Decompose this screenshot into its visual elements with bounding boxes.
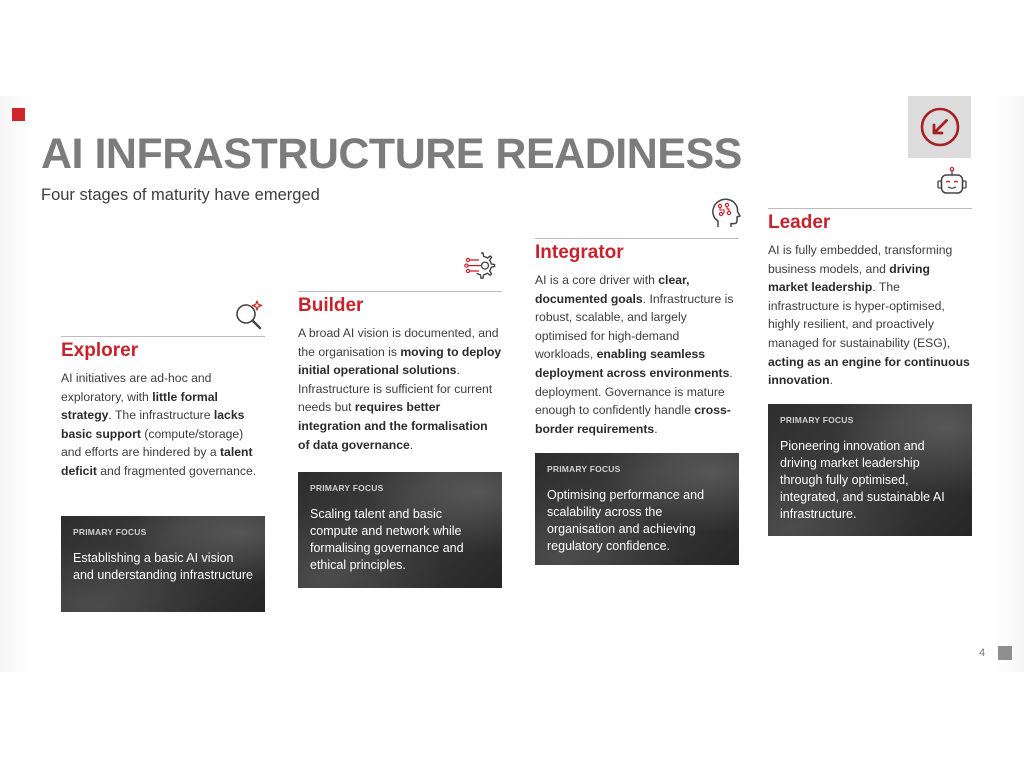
stage-column-builder	[298, 249, 502, 589]
description-text: . The infrastructure is hyper-optimised, highly resilient, and proactively managed for sustainability (ESG),	[768, 280, 951, 350]
primary-focus-card	[768, 404, 972, 536]
arrow-down-left-circle-icon	[919, 106, 961, 148]
primary-focus-text: Establishing a basic AI vision and understanding infrastructure	[73, 551, 253, 582]
primary-focus-card	[298, 472, 502, 588]
description-text: .	[829, 373, 834, 388]
stage-description	[298, 324, 502, 454]
description-text: AI is fully embedded, transforming business models, and	[768, 243, 953, 276]
description-text: .	[409, 437, 414, 452]
description-text: .	[654, 421, 658, 436]
primary-focus-text: Pioneering innovation and driving market leadership through fully optimised, integrated, and sustainable AI infrastructure.	[780, 439, 945, 521]
stage-divider	[535, 238, 739, 239]
description-text: (compute/storage) and efforts are hindered by a	[61, 426, 244, 460]
description-emphasis: talent deficit	[61, 445, 253, 478]
stage-column-explorer	[61, 296, 265, 616]
stage-description	[768, 241, 972, 390]
description-emphasis: cross-border requirements	[535, 403, 731, 436]
page-number: 4	[979, 647, 986, 659]
primary-focus-card	[61, 516, 265, 612]
stage-divider	[298, 291, 502, 292]
description-emphasis: little formal strategy	[61, 389, 218, 423]
stage-divider	[768, 208, 972, 209]
description-emphasis: acting as an engine for continuous innovation	[768, 354, 970, 388]
accent-square	[12, 108, 25, 121]
description-emphasis: lacks basic support	[61, 408, 245, 441]
primary-focus-label: PRIMARY FOCUS	[780, 415, 854, 425]
description-text: AI initiatives are ad-hoc and exploratory, with	[61, 371, 212, 404]
stage-title: Integrator	[535, 242, 624, 263]
gear-circuit-icon	[464, 249, 498, 283]
page-subtitle: Four stages of maturity have emerged	[41, 186, 320, 204]
stage-column-integrator	[535, 196, 739, 566]
stage-divider	[61, 336, 265, 337]
description-text: . The infrastructure	[108, 408, 214, 423]
primary-focus-text: Optimising performance and scalability across the organisation and achieving regulatory confidence.	[547, 488, 705, 553]
stage-title: Explorer	[61, 340, 139, 361]
description-emphasis: clear, documented goals	[535, 273, 690, 306]
page-title: AI INFRASTRUCTURE READINESS	[41, 130, 742, 178]
head-circuit-icon	[708, 196, 742, 230]
stage-description	[535, 271, 739, 438]
back-button[interactable]	[908, 96, 971, 158]
stage-title: Builder	[298, 295, 364, 316]
description-emphasis: moving to deploy initial operational solutions	[298, 344, 502, 378]
primary-focus-text: Scaling talent and basic compute and network while formalising governance and ethical principles.	[310, 507, 464, 572]
search-sparkle-icon	[232, 298, 266, 332]
robot-icon	[935, 166, 969, 200]
primary-focus-label: PRIMARY FOCUS	[310, 483, 384, 493]
primary-focus-card	[535, 453, 739, 565]
stage-title: Leader	[768, 212, 831, 233]
page-marker	[998, 646, 1012, 660]
stage-column-leader	[768, 166, 972, 538]
description-text: AI is a core driver with	[535, 273, 659, 287]
description-text: . deployment. Governance is mature enough to confidently handle	[535, 365, 733, 418]
primary-focus-label: PRIMARY FOCUS	[547, 464, 621, 474]
stage-description	[61, 369, 265, 481]
description-text: . Infrastructure is robust, scalable, and largely optimised for high-demand workloads,	[535, 291, 734, 362]
primary-focus-label: PRIMARY FOCUS	[73, 527, 147, 537]
description-text: . Infrastructure is sufficient for current needs but	[298, 363, 493, 415]
description-emphasis: enabling seamless deployment across environments	[535, 347, 730, 380]
description-emphasis: requires better integration and the formalisation of data governance	[298, 400, 488, 452]
description-text: and fragmented governance.	[96, 463, 257, 478]
description-emphasis: driving market leadership	[768, 261, 930, 295]
description-text: A broad AI vision is documented, and the organisation is	[298, 326, 499, 359]
